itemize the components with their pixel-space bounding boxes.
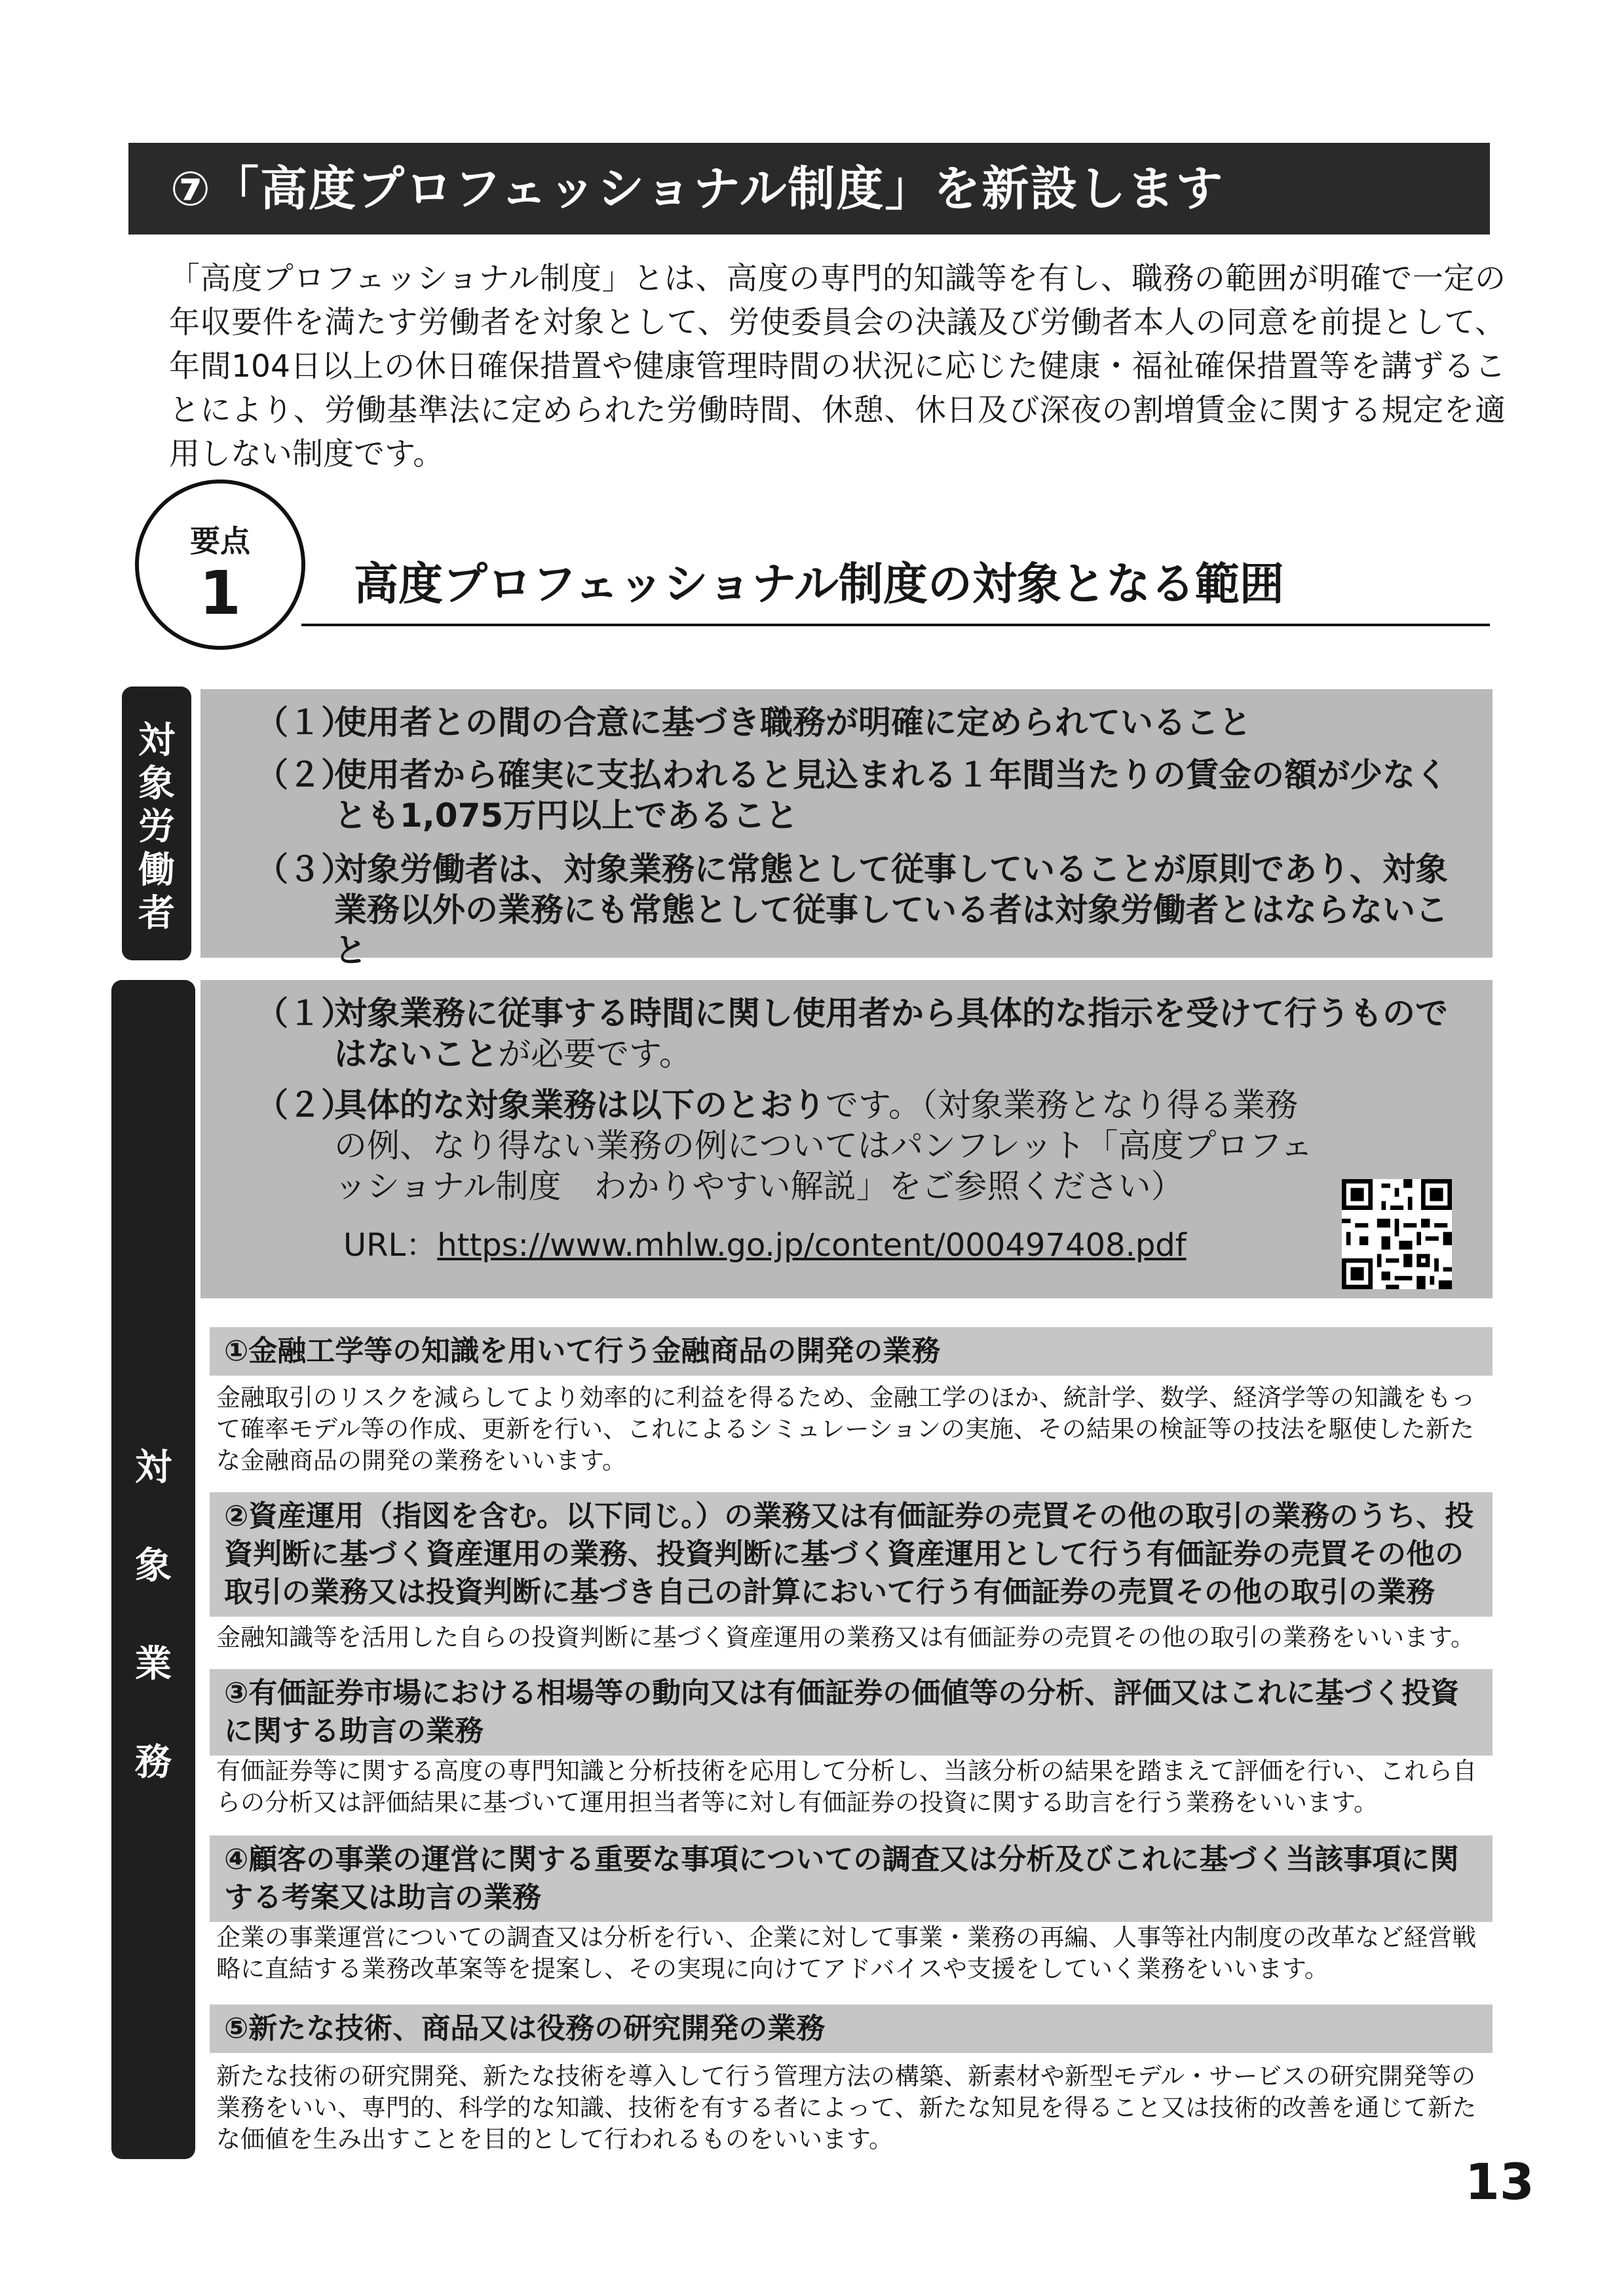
item-marker: （２） [256,756,354,794]
point-title: 高度プロフェッショナル制度の対象となる範囲 [354,559,1284,611]
qr-code-icon [1342,1179,1452,1289]
item-text: 使用者から確実に支払われると見込まれる１年間当たりの賃金の額が少なくとも1,075万円以上であること [334,756,1448,835]
duty-card-description: 有価証券等に関する高度の専門知識と分析技術を応用して分析し、当該分析の結果を踏まえて評価を行い、これら自らの分析又は評価結果に基づいて運用担当者等に対し有価証券の投資に関する助言を行う業務をいいます。 [216,1757,1477,1816]
target-duties-block [200,980,1493,1298]
duty-card-title: ⑤新たな技術、商品又は役務の研究開発の業務 [210,2004,1493,2053]
point-badge [135,480,305,650]
duty-condition-item [256,993,1461,1074]
section-title: ⑦「高度プロフェッショナル制度」を新設します [170,161,1225,216]
target-duties-tab [111,980,195,2159]
point-underline [301,624,1490,626]
duty-card-description: 金融取引のリスクを減らしてより効率的に利益を得るため、金融工学のほか、統計学、数学、経済学等の知識をもって確率モデル等の作成、更新を行い、これによるシミュレーションの実施、その結果の検証等の技法を駆使した新たな金融商品の開発の業務をいいます。 [216,1383,1475,1475]
point-number: 1 [199,558,241,628]
tab-char: 対 [138,719,175,762]
tab-char: 象 [135,1545,172,1587]
tab-char: 業 [135,1643,172,1685]
section-title-bar [128,143,1490,235]
item-text-normal: が必要です。 [498,1035,692,1073]
tab-char: 労 [138,806,175,848]
worker-condition-item [256,849,1474,971]
tab-char: 務 [135,1741,172,1784]
item-marker: （２） [256,1086,354,1124]
item-text: 使用者との間の合意に基づき職務が明確に定められていること [334,704,1251,742]
tab-char: 象 [138,762,175,805]
pamphlet-url-link[interactable]: https://www.mhlw.go.jp/content/000497408.pdf [437,1227,1187,1264]
duty-card-description: 金融知識等を活用した自らの投資判断に基づく資産運用の業務又は有価証券の売買その他の取引の業務をいいます。 [216,1623,1475,1651]
target-workers-block [200,689,1493,969]
target-workers-tab [122,687,191,960]
duty-card-description: 新たな技術の研究開発、新たな技術を導入して行う管理方法の構築、新素材や新型モデル・サービスの研究開発等の業務をいい、専門的、科学的な知識、技術を有する者によって、新たな知見を得ること又は技術的改善を通じて新たな価値を生み出すことを目的として行われるものをいいます。 [216,2062,1477,2153]
duty-card-title: ①金融工学等の知識を用いて行う金融商品の開発の業務 [210,1327,1493,1376]
item-text: 対象労働者は、対象業務に常態として従事していることが原則であり、対象業務以外の業務にも常態として従事している者は対象労働者とはならないこと [334,850,1448,969]
duty-card-title: ④顧客の事業の運営に関する重要な事項についての調査又は分析及びこれに基づく当該事項に関する考案又は助言の業務 [210,1835,1493,1922]
intro-paragraph: 「高度プロフェッショナル制度」とは、高度の専門的知識等を有し、職務の範囲が明確で一定の年収要件を満たす労働者を対象として、労使委員会の決議及び労働者本人の同意を前提として、年間104日以上の休日確保措置や健康管理時間の状況に応じた健康・福祉確保措置等を講ずることにより、労働基準法に定められた労働時間、休憩、休日及び深夜の割増賃金に関する規定を適用しない制度です。 [169,261,1506,472]
item-marker: （１） [256,994,354,1032]
page-number: 13 [1465,2153,1534,2211]
duty-card-title: ②資産運用（指図を含む。以下同じ。）の業務又は有価証券の売買その他の取引の業務のうち、投資判断に基づく資産運用の業務、投資判断に基づく資産運用として行う有価証券の売買その他の取引の業務又は投資判断に基づき自己の計算において行う有価証券の売買その他の取引の業務 [210,1492,1493,1617]
item-text-bold: 具体的な対象業務は以下のとおり [334,1086,826,1124]
item-marker: （１） [256,704,354,742]
point-label: 要点 [190,523,250,559]
worker-condition-item [256,755,1474,836]
tab-char: 対 [135,1446,172,1489]
url-label: URL： [343,1227,438,1264]
item-text-bold: 対象業務に従事する時間に関し使用者から具体的な指示を受けて行うものではないこと [334,994,1448,1073]
duty-card-title: ③有価証券市場における相場等の動向又は有価証券の価値等の分析、評価又はこれに基づく投資に関する助言の業務 [210,1669,1493,1756]
duty-card-description: 企業の事業運営についての調査又は分析を行い、企業に対して事業・業務の再編、人事等社内制度の改革など経営戦略に直結する業務改革案等を提案し、その実現に向けてアドバイスや支援をしていく業務をいいます。 [216,1923,1477,1983]
worker-condition-item [256,702,1474,743]
item-text-normal: です。（対象業務となり得る業務の例、なり得ない業務の例についてはパンフレット「高度プロフェッショナル制度 わかりやすい解説」をご参照ください） [334,1086,1313,1205]
pamphlet-url-line [343,1225,1326,1266]
duty-condition-item [256,1085,1330,1207]
item-marker: （３） [256,850,354,888]
tab-char: 者 [138,892,175,935]
tab-char: 働 [138,849,175,892]
